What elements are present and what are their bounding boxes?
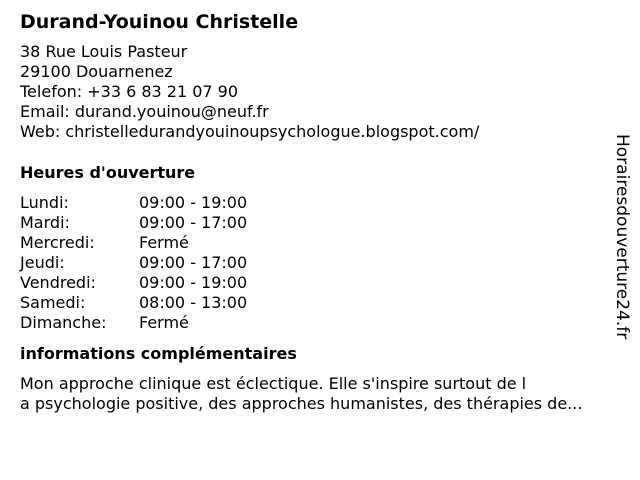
info-line: a psychologie positive, des approches humanistes, des thérapies de... [20,394,583,413]
day-label: Dimanche: [20,313,107,332]
day-label: Samedi: [20,293,86,312]
time-range: 08:00 - 13:00 [139,293,248,312]
hours-row-dimanche [20,313,620,333]
time-range: 09:00 - 19:00 [139,193,248,212]
phone-line[interactable]: Telefon: +33 6 83 21 07 90 [20,82,239,101]
hours-row-vendredi [20,273,620,293]
info-line: Mon approche clinique est éclectique. Elle s'inspire surtout de l [20,374,527,393]
hours-row-samedi [20,293,620,313]
time-range: 09:00 - 17:00 [139,213,248,232]
site-brand-vertical: Horairesdouverture24.fr [612,134,632,340]
email-line[interactable]: Email: durand.youinou@neuf.fr [20,102,269,121]
street-address: 38 Rue Louis Pasteur [20,42,188,61]
opening-hours-table [20,193,620,333]
time-range: 09:00 - 17:00 [139,253,248,272]
info-heading: informations complémentaires [20,344,297,363]
business-card [20,10,620,414]
time-range: 09:00 - 19:00 [139,273,248,292]
city-line: 29100 Douarnenez [20,62,173,81]
day-label: Mardi: [20,213,70,232]
day-label: Jeudi: [20,253,65,272]
hours-row-mardi [20,213,620,233]
website-line[interactable]: Web: christelledurandyouinoupsychologue.blogspot.com/ [20,122,480,141]
day-label: Vendredi: [20,273,96,292]
hours-heading: Heures d'ouverture [20,163,196,182]
day-label: Mercredi: [20,233,95,252]
time-range: Fermé [139,313,189,332]
hours-row-lundi [20,193,620,213]
hours-row-jeudi [20,253,620,273]
day-label: Lundi: [20,193,69,212]
business-name: Durand-Youinou Christelle [20,11,299,33]
hours-row-mercredi [20,233,620,253]
info-description [20,374,620,414]
contact-block [20,42,620,142]
time-range: Fermé [139,233,189,252]
